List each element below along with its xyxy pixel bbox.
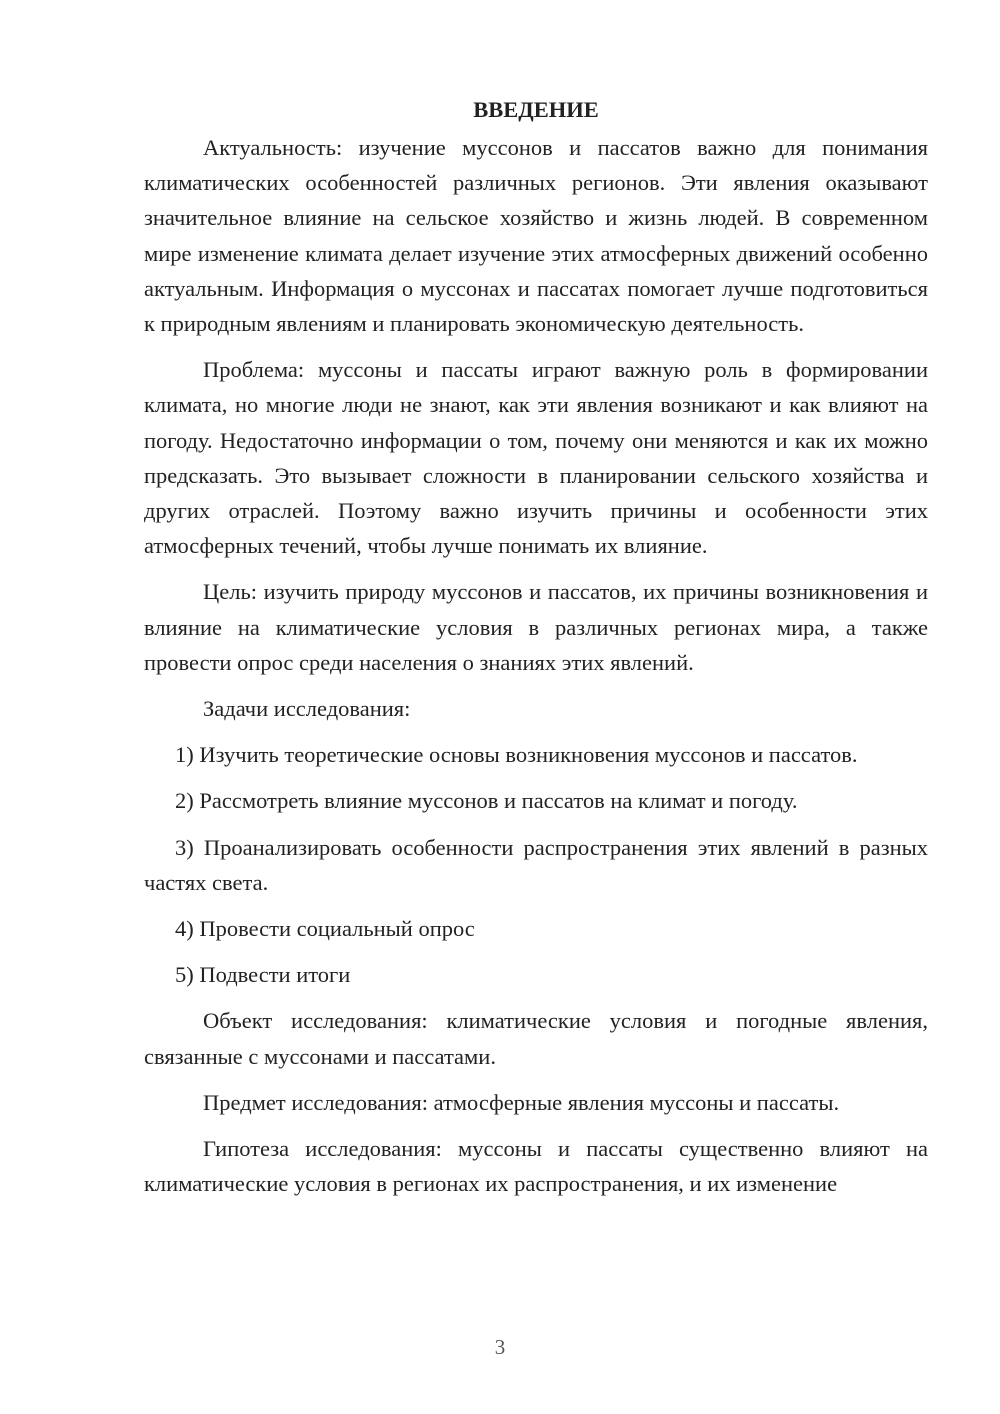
- document-page: [144, 92, 928, 1201]
- task-item-2: 2) Рассмотреть влияние муссонов и пассатов на климат и погоду.: [175, 788, 798, 814]
- task-item-4: 4) Провести социальный опрос: [175, 916, 475, 942]
- section-title: ВВЕДЕНИЕ: [473, 97, 599, 122]
- relevance-paragraph: Актуальность: изучение муссонов и пассатов важно для понимания климатических особенностей различных регионов. Эти явления оказывают значительное влияние на сельское хозяйство и жизнь людей. В современном мире изменение климата делает изучение этих атмосферных движений особенно актуальным. Информация о муссонах и пассатах помогает лучше подготовиться к природным явлениям и планировать экономическую деятельность.: [144, 135, 928, 337]
- problem-paragraph: Проблема: муссоны и пассаты играют важную роль в формировании климата, но многие люди не знают, как эти явления возникают и как влияют на погоду. Недостаточно информации о том, почему они меняются и как их можно предсказать. Это вызывает сложности в планировании сельского хозяйства и других отраслей. Поэтому важно изучить причины и особенности этих атмосферных течений, чтобы лучше понимать их влияние.: [144, 357, 928, 559]
- object-paragraph: Объект исследования: климатические условия и погодные явления, связанные с муссонами и пассатами.: [144, 1008, 928, 1069]
- task-item-1: 1) Изучить теоретические основы возникновения муссонов и пассатов.: [175, 742, 858, 768]
- subject-paragraph: Предмет исследования: атмосферные явления муссоны и пассаты.: [203, 1089, 840, 1115]
- page-number: 3: [494, 1335, 506, 1359]
- hypothesis-paragraph: Гипотеза исследования: муссоны и пассаты существенно влияют на климатические условия в регионах их распространения, и их изменение: [144, 1136, 928, 1197]
- goal-paragraph: Цель: изучить природу муссонов и пассатов, их причины возникновения и влияние на климатические условия в различных регионах мира, а также провести опрос среди населения о знаниях этих явлений.: [144, 579, 928, 675]
- task-item-3: 3) Проанализировать особенности распространения этих явлений в разных частях света.: [144, 834, 928, 895]
- tasks-heading: Задачи исследования:: [203, 696, 411, 722]
- task-item-5: 5) Подвести итоги: [175, 962, 351, 988]
